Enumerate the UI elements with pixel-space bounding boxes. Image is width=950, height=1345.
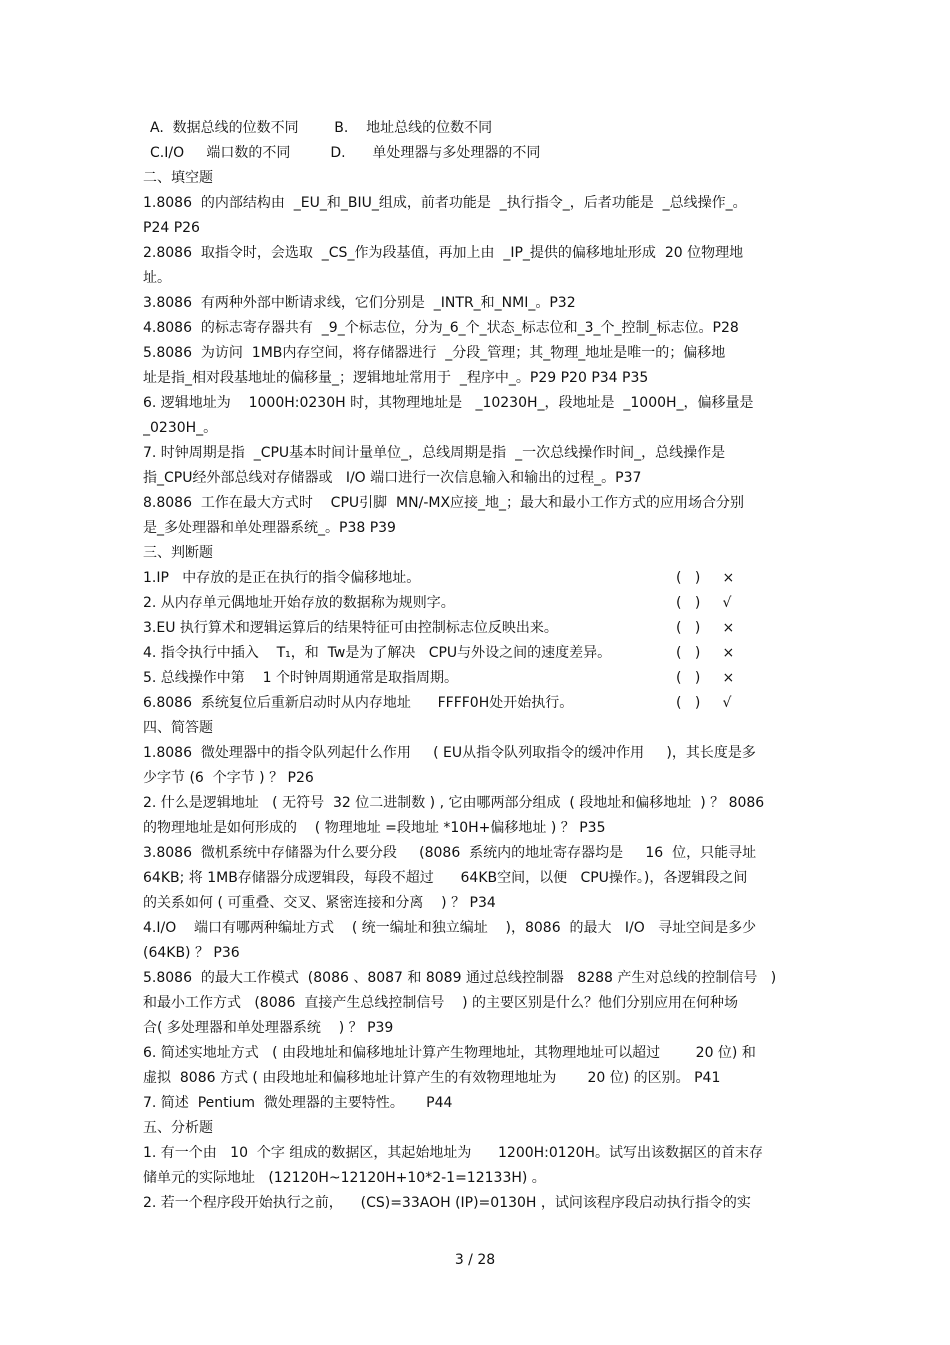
- judgement-mark: ( ) √: [676, 595, 732, 611]
- text-line: 四、简答题: [143, 720, 213, 736]
- text-line: 3.8086 有两种外部中断请求线，它们分别是 _INTR_和_NMI_。P32: [143, 295, 576, 311]
- text-line: 是_多处理器和单处理器系统_。P38 P39: [143, 520, 396, 536]
- text-line: P24 P26: [143, 220, 200, 236]
- text-line: 6.8086 系统复位后重新启动时从内存地址 FFFF0H处开始执行。: [143, 695, 574, 711]
- text-line: A. 数据总线的位数不同 B. 地址总线的位数不同: [150, 120, 493, 136]
- text-line: 少字节 (6 个字节 ) ？ P26: [143, 770, 314, 786]
- text-line: 3.8086 微机系统中存储器为什么要分段 (8086 系统内的地址寄存器均是 16 位，只能寻址: [143, 845, 757, 861]
- text-line: 1.8086 微处理器中的指令队列起什么作用 ( EU从指令队列取指令的缓冲作用 )，其长度是多: [143, 745, 756, 761]
- text-line: 址是指_相对段基地址的偏移量_；逻辑地址常用于 _程序中_。P29 P20 P34 P35: [143, 370, 649, 386]
- text-line: 6. 逻辑地址为 1000H:0230H 时，其物理地址是 _10230H_，段地址是 _1000H_，偏移量是: [143, 395, 754, 411]
- text-line: 2. 若一个程序段开始执行之前， (CS)=33AOH (IP)=0130H ，试问该程序段启动执行指令的实: [143, 1195, 751, 1211]
- text-line: 五、分析题: [143, 1120, 213, 1136]
- page-number: 3 / 28: [454, 1252, 496, 1268]
- text-line: 虚拟 8086 方式 ( 由段地址和偏移地址计算产生的有效物理地址为 20 位) 的区别。 P41: [143, 1070, 721, 1086]
- text-line: 4.8086 的标志寄存器共有 _9_个标志位，分为_6_个_状态_标志位和_3_个_控制_标志位。P28: [143, 320, 739, 336]
- judgement-mark: ( ) √: [676, 695, 732, 711]
- text-line: 2.8086 取指令时，会选取 _CS_作为段基值，再加上由 _IP_提供的偏移地址形成 20 位物理地: [143, 245, 744, 261]
- text-line: 二、填空题: [143, 170, 213, 186]
- text-line: (64KB) ？ P36: [143, 945, 240, 961]
- text-line: 的关系如何 ( 可重叠、交叉、紧密连接和分离 ) ？ P34: [143, 895, 496, 911]
- text-line: 5. 总线操作中第 1 个时钟周期通常是取指周期。: [143, 670, 458, 686]
- text-line: 3.EU 执行算术和逻辑运算后的结果特征可由控制标志位反映出来。: [143, 620, 558, 636]
- text-line: 4. 指令执行中插入 T₁，和 Tw是为了解决 CPU与外设之间的速度差异。: [143, 645, 612, 661]
- text-line: 8.8086 工作在最大方式时 CPU引脚 MN/-MX应接_地_；最大和最小工作方式的应用场合分别: [143, 495, 745, 511]
- text-line: 4.I/O 端口有哪两种编址方式 ( 统一编址和独立编址 )，8086 的最大 I/O 寻址空间是多少: [143, 920, 757, 936]
- text-line: 储单元的实际地址 (12120H~12120H+10*2-1=12133H) 。: [143, 1170, 546, 1186]
- text-line: 2. 什么是逻辑地址 ( 无符号 32 位二进制数 ) , 它由哪两部分组成 ( 段地址和偏移地址 ) ？ 8086: [143, 795, 765, 811]
- text-line: 6. 简述实地址方式 ( 由段地址和偏移地址计算产生物理地址，其物理地址可以超过 20 位) 和: [143, 1045, 756, 1061]
- judgement-mark: ( ) ×: [676, 570, 735, 586]
- text-line: 5.8086 为访问 1MB内存空间，将存储器进行 _分段_管理；其_物理_地址是唯一的；偏移地: [143, 345, 726, 361]
- text-line: 7. 简述 Pentium 微处理器的主要特性。 P44: [143, 1095, 453, 1111]
- text-line: 1.8086 的内部结构由 _EU_和_BIU_组成，前者功能是 _执行指令_，后者功能是 _总线操作_。: [143, 195, 747, 211]
- text-line: _0230H_。: [143, 420, 218, 436]
- text-line: 1. 有一个由 10 个字 组成的数据区，其起始地址为 1200H:0120H。试写出该数据区的首末存: [143, 1145, 764, 1161]
- text-line: C.I/O 端口数的不同 D. 单处理器与多处理器的不同: [150, 145, 541, 161]
- text-line: 7. 时钟周期是指 _CPU基本时间计量单位_，总线周期是指 _一次总线操作时间_，总线操作是: [143, 445, 726, 461]
- text-line: 64KB; 将 1MB存储器分成逻辑段，每段不超过 64KB空间，以便 CPU操作。)，各逻辑段之间: [143, 870, 748, 886]
- judgement-mark: ( ) ×: [676, 670, 735, 686]
- text-line: 合( 多处理器和单处理器系统 ) ？ P39: [143, 1020, 394, 1036]
- text-line: 和最小工作方式 (8086 直接产生总线控制信号 ) 的主要区别是什么？他们分别应用在何种场: [143, 995, 739, 1011]
- text-line: 指_CPU经外部总线对存储器或 I/O 端口进行一次信息输入和输出的过程_。P37: [143, 470, 642, 486]
- text-line: 2. 从内存单元偶地址开始存放的数据称为规则字。: [143, 595, 455, 611]
- text-line: 三、判断题: [143, 545, 213, 561]
- judgement-mark: ( ) ×: [676, 645, 735, 661]
- text-line: 址。: [143, 270, 171, 286]
- text-line: 的物理地址是如何形成的 ( 物理地址 =段地址 *10H+偏移地址 ) ？ P35: [143, 820, 606, 836]
- text-line: 1.IP 中存放的是正在执行的指令偏移地址。: [143, 570, 421, 586]
- text-line: 5.8086 的最大工作模式 (8086 、8087 和 8089 通过总线控制器 8288 产生对总线的控制信号 ): [143, 970, 777, 986]
- judgement-mark: ( ) ×: [676, 620, 735, 636]
